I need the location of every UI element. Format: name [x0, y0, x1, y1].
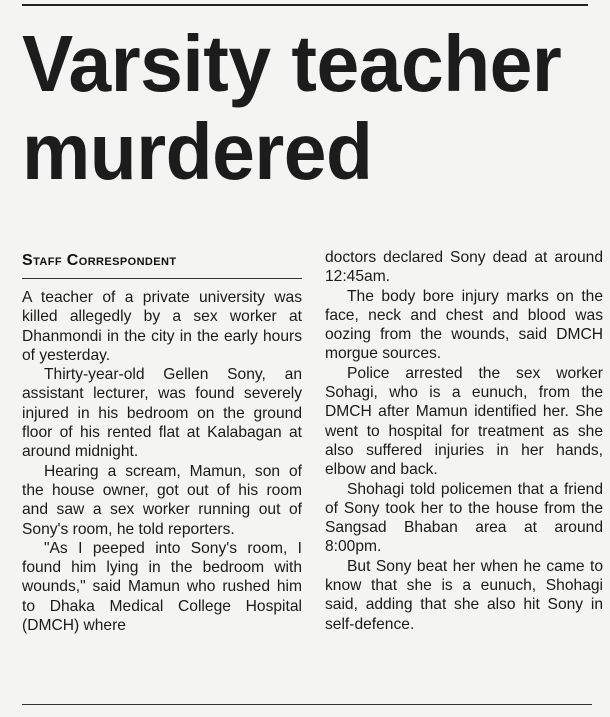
paragraph: But Sony beat her when he came to know that she is a eunuch, Shohagi said, adding that she also hit Sony in self-defence. — [325, 557, 603, 633]
paragraph: Thirty-year-old Gellen Sony, an assistant lecturer, was found severely injured in his bedroom on the ground floor of his rented flat at Kalabagan at around midnight. — [22, 366, 302, 461]
byline: Staff Correspondent — [22, 252, 177, 269]
paragraph: A teacher of a private university was killed allegedly by a sex worker at Dhanmondi in the city in the early hours of yesterday. — [22, 289, 302, 364]
paragraph: The body bore injury marks on the face, neck and chest and blood was oozing from the wounds, said DMCH morgue sources. — [325, 287, 603, 363]
article-column-left — [22, 288, 302, 635]
bottom-rule — [22, 704, 592, 705]
paragraph: Hearing a scream, Mamun, son of the house owner, got out of his room and saw a sex worker running out of Sony's room, he told reporters. — [22, 462, 302, 538]
paragraph: "As I peeped into Sony's room, I found him lying in the bedroom with wounds," said Mamun who rushed him to Dhaka Medical College Hospital (DMCH) where — [22, 539, 302, 635]
top-rule — [22, 4, 588, 6]
headline-line-2: murdered — [22, 107, 373, 196]
paragraph: doctors declared Sony dead at around 12:45am. — [325, 249, 603, 286]
byline-rule — [22, 278, 302, 279]
paragraph: Shohagi told policemen that a friend of Sony took her to the house from the Sangsad Bhaban area at around 8:00pm. — [325, 480, 603, 556]
article-column-right — [325, 248, 603, 634]
headline-line-1: Varsity teacher — [22, 19, 562, 108]
headline — [22, 20, 579, 196]
paragraph: Police arrested the sex worker Sohagi, who is a eunuch, from the DMCH after Mamun identified her. She went to hospital for treatment as she also suffered injuries in her hands, elbow and back. — [325, 364, 603, 479]
